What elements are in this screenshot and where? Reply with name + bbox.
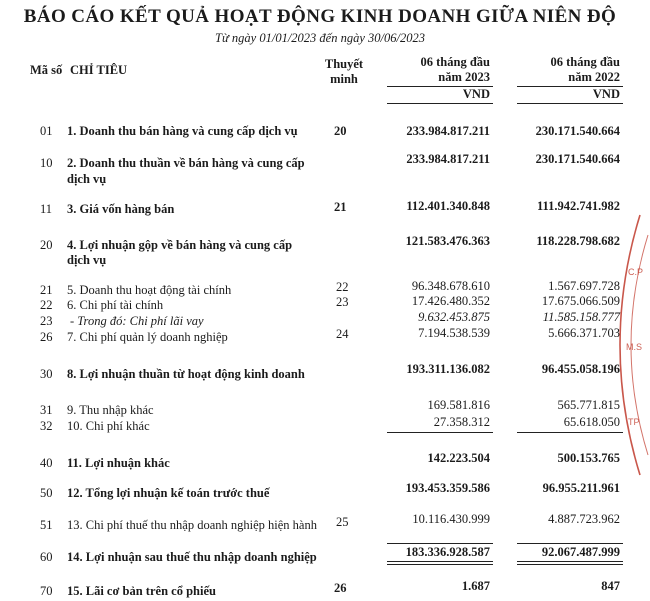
row-label: 9. Thu nhập khác <box>67 403 154 417</box>
total-rule-double-2022 <box>517 564 623 565</box>
subtotal-rule-2023 <box>387 432 493 433</box>
row-value-2023: 193.311.136.082 <box>406 362 490 376</box>
row-value-2023: 193.453.359.586 <box>405 481 490 495</box>
row-label-cont: dịch vụ <box>67 172 107 186</box>
row-value-2022: 847 <box>601 579 620 593</box>
row-label: 12. Tổng lợi nhuận kế toán trước thuế <box>67 486 270 500</box>
report-title: BÁO CÁO KẾT QUẢ HOẠT ĐỘNG KINH DOANH GIỮA NIÊN ĐỘ <box>23 6 617 27</box>
row-value-2023: 9.632.453.875 <box>418 310 490 324</box>
row-label: 7. Chi phí quản lý doanh nghiệp <box>67 330 228 344</box>
svg-text:C.P: C.P <box>628 267 644 277</box>
row-value-2022: 111.942.741.982 <box>537 199 620 213</box>
row-value-2022: 230.171.540.664 <box>535 152 620 166</box>
row-label: 11. Lợi nhuận khác <box>67 456 170 470</box>
col-header-note-line2: minh <box>330 72 358 86</box>
row-note: 20 <box>334 124 347 138</box>
col-header-2023-unit: VND <box>462 87 490 101</box>
row-label: 1. Doanh thu bán hàng và cung cấp dịch vụ <box>67 124 298 138</box>
row-value-2022: 5.666.371.703 <box>548 326 620 340</box>
row-value-2023: 233.984.817.211 <box>406 124 490 138</box>
row-value-2022: 17.675.066.509 <box>541 294 620 308</box>
row-value-2022: 565.771.815 <box>557 398 620 412</box>
row-code: 32 <box>40 419 53 433</box>
row-value-2022: 92.067.487.999 <box>541 545 620 559</box>
row-label: 4. Lợi nhuận gộp về bán hàng và cung cấp <box>67 238 293 252</box>
col-header-2023-line2: năm 2023 <box>438 70 490 84</box>
row-value-2023: 27.358.312 <box>433 415 490 429</box>
row-value-2022: 230.171.540.664 <box>535 124 620 138</box>
row-label: 15. Lãi cơ bản trên cổ phiếu <box>67 584 216 598</box>
row-label: 14. Lợi nhuận sau thuế thu nhập doanh nghiệp <box>67 550 317 564</box>
row-value-2023: 1.687 <box>461 579 490 593</box>
row-value-2022: 11.585.158.777 <box>542 310 620 324</box>
row-value-2023: 183.336.928.587 <box>405 545 490 559</box>
row-label: 10. Chi phí khác <box>67 419 150 433</box>
col-header-2023-line1: 06 tháng đầu <box>420 55 490 69</box>
row-value-2022: 118.228.798.682 <box>536 234 620 248</box>
row-code: 22 <box>40 298 53 312</box>
header-rule-2022-bottom <box>517 103 623 104</box>
col-header-2022-unit: VND <box>592 87 620 101</box>
row-code: 11 <box>40 202 53 216</box>
total-rule-bottom-2023 <box>387 561 493 562</box>
row-note: 23 <box>336 295 349 309</box>
total-rule-double-2023 <box>387 564 493 565</box>
row-code: 30 <box>40 367 53 381</box>
row-note: 26 <box>334 581 347 595</box>
total-rule-bottom-2022 <box>517 561 623 562</box>
row-value-2022: 96.455.058.196 <box>541 362 620 376</box>
total-rule-top-2022 <box>517 543 623 544</box>
row-label: 5. Doanh thu hoạt động tài chính <box>67 283 232 297</box>
col-header-2022-line1: 06 tháng đầu <box>550 55 620 69</box>
row-code: 01 <box>40 124 53 138</box>
row-note: 22 <box>336 280 349 294</box>
col-header-note-line1: Thuyết <box>324 57 364 71</box>
row-code: 21 <box>40 283 53 297</box>
row-value-2022: 1.567.697.728 <box>548 279 620 293</box>
row-label: - Trong đó: Chi phí lãi vay <box>70 314 204 328</box>
row-code: 51 <box>40 518 53 532</box>
row-code: 10 <box>40 156 53 170</box>
total-rule-top-2023 <box>387 543 493 544</box>
row-value-2022: 500.153.765 <box>557 451 620 465</box>
row-code: 23 <box>40 314 53 328</box>
row-value-2022: 65.618.050 <box>563 415 620 429</box>
row-label: 6. Chi phí tài chính <box>67 298 164 312</box>
row-code: 20 <box>40 238 53 252</box>
company-seal <box>610 215 650 475</box>
col-header-code: Mã số <box>30 63 63 77</box>
row-value-2023: 96.348.678.610 <box>411 279 490 293</box>
row-code: 60 <box>40 550 53 564</box>
header-rule-2023-bottom <box>387 103 493 104</box>
row-label: 2. Doanh thu thuần về bán hàng và cung cấp <box>67 156 305 170</box>
row-value-2023: 121.583.476.363 <box>405 234 490 248</box>
row-code: 31 <box>40 403 53 417</box>
col-header-2022-line2: năm 2022 <box>568 70 620 84</box>
row-note: 25 <box>336 515 349 529</box>
row-value-2023: 10.116.430.999 <box>412 512 490 526</box>
row-label-cont: dịch vụ <box>67 253 107 267</box>
row-value-2022: 4.887.723.962 <box>548 512 620 526</box>
row-note: 21 <box>334 200 347 214</box>
row-value-2023: 7.194.538.539 <box>418 326 490 340</box>
svg-text:M.S: M.S <box>626 342 643 352</box>
report-period: Từ ngày 01/01/2023 đến ngày 30/06/2023 <box>215 31 425 45</box>
row-value-2023: 142.223.504 <box>427 451 490 465</box>
row-code: 70 <box>40 584 53 598</box>
row-value-2023: 17.426.480.352 <box>411 294 490 308</box>
row-label: 3. Giá vốn hàng bán <box>67 202 175 216</box>
row-label: 8. Lợi nhuận thuần từ hoạt động kinh doanh <box>67 367 305 381</box>
row-code: 26 <box>40 330 53 344</box>
row-value-2023: 233.984.817.211 <box>406 152 490 166</box>
row-note: 24 <box>336 327 349 341</box>
subtotal-rule-2022 <box>517 432 623 433</box>
row-label: 13. Chi phí thuế thu nhập doanh nghiệp hiện hành <box>67 518 317 532</box>
row-value-2022: 96.955.211.961 <box>542 481 620 495</box>
row-value-2023: 112.401.340.848 <box>406 199 490 213</box>
row-value-2023: 169.581.816 <box>427 398 490 412</box>
row-code: 50 <box>40 486 53 500</box>
col-header-item: CHỈ TIÊU <box>70 63 128 77</box>
row-code: 40 <box>40 456 53 470</box>
svg-text:TP: TP <box>628 417 640 427</box>
